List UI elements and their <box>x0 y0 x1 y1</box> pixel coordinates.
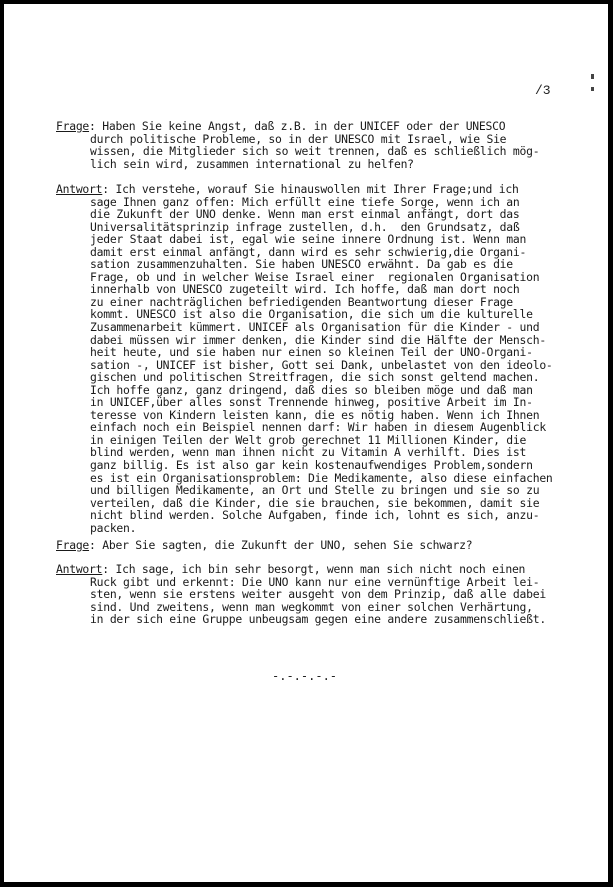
text-line: einfach noch ein Beispiel nennen darf: Wir haben in diesem Augenblick <box>90 420 546 435</box>
text-line <box>56 183 596 196</box>
text-line: sation zusammenzuhalten. Sie haben UNESCO erwähnt. Da gab es die <box>90 257 513 272</box>
text-line: sind. Und zweitens, wenn man wegkommt von einer solchen Verhärtung, <box>90 599 533 614</box>
text-line: jeder Staat dabei ist, egal wie seine innere Ordnung ist. Wenn man <box>90 232 527 247</box>
line-text: : Ich verstehe, worauf Sie hinauswollen mit Ihrer Frage;und ich <box>102 182 519 196</box>
line-text: : Ich sage, ich bin sehr besorgt, wenn man sich nicht noch einen <box>102 562 526 576</box>
text-line: in UNICEF,über alles sonst Trennende hinweg, positive Arbeit im In- <box>90 395 533 410</box>
text-line: heit heute, und sie haben nur einen so kleinen Teil der UNO-Organi- <box>90 345 533 360</box>
text-line: in einigen Teilen der Welt grob gerechnet 11 Millionen Kinder, die <box>90 432 527 447</box>
text-line: dabei müssen wir immer denken, die Kinder sind die Hälfte der Mensch- <box>90 332 546 347</box>
question-block-1 <box>56 120 596 170</box>
text-line: Universalitätsprinzip infrage zustellen, d.h. den Grundsatz, daß <box>90 219 520 234</box>
margin-marks <box>591 74 601 102</box>
speaker-label: Frage <box>56 119 90 133</box>
text-line: Ruck gibt und erkennt: Die UNO kann nur eine vernünftige Arbeit lei- <box>90 574 540 589</box>
text-line <box>56 120 596 133</box>
text-line: damit erst einmal anfängt, dann wird es sehr schwierig,die Organi- <box>90 244 527 259</box>
text-line: blind werden, wenn man ihnen nicht zu Vitamin A verhilft. Dies ist <box>90 445 527 460</box>
text-line: und billigen Medikamente, an Ort und Stelle zu bringen und sie so zu <box>90 483 540 498</box>
text-line: packen. <box>90 520 137 535</box>
document-page <box>4 4 608 882</box>
text-line: wissen, die Mitglieder sich so weit trennen, daß es schließlich mög- <box>90 144 540 159</box>
text-line: kommt. UNESCO ist also die Organisation, die sich um die kulturelle <box>90 307 533 322</box>
speaker-label: Antwort <box>56 562 103 576</box>
text-line: sation -, UNICEF ist bisher, Gott sei Dank, unbelastet von den ideolo- <box>90 357 553 372</box>
text-line: gischen und politischen Streitfragen, die sich sonst geltend machen. <box>90 370 540 385</box>
text-line: es ist ein Organisationsproblem: Die Medikamente, also diese einfachen <box>90 470 553 485</box>
text-line: Zusammenarbeit kümmert. UNICEF als Organisation für die Kinder - und <box>90 320 540 335</box>
page-number: /3 <box>535 83 551 98</box>
text-line: Ich hoffe ganz, ganz dringend, daß dies so bleiben möge und daß man <box>90 382 533 397</box>
speaker-label: Frage <box>56 538 90 552</box>
text-line: ganz billig. Es ist also gar kein kostenaufwendiges Problem,sondern <box>90 458 533 473</box>
line-text: : Haben Sie keine Angst, daß z.B. in der UNICEF oder der UNESCO <box>89 119 506 133</box>
text-line: die Zukunft der UNO denke. Wenn man erst einmal anfängt, dort das <box>90 207 520 222</box>
text-line: innerhalb von UNESCO zugeteilt wird. Ich hoffe, daß man dort noch <box>90 282 520 297</box>
text-line: teresse von Kindern leisten kann, die es nötig haben. Wenn ich Ihnen <box>90 407 540 422</box>
text-line: zu einer nachträglichen befriedigenden Beantwortung dieser Frage <box>90 294 513 309</box>
text-line: verteilen, daß die Kinder, die sie brauchen, sie bekommen, damit sie <box>90 495 540 510</box>
text-line: in der sich eine Gruppe unbeugsam gegen eine andere zusammenschließt. <box>90 612 546 627</box>
text-line <box>56 539 596 552</box>
text-line: nicht blind werden. Solche Aufgaben, finde ich, lohnt es sich, anzu- <box>90 508 540 523</box>
text-line: Frage, ob und in welcher Weise Israel einer regionalen Organisation <box>90 269 540 284</box>
text-line: lich sein wird, zusammen international zu helfen? <box>90 156 414 171</box>
speaker-label: Antwort <box>56 182 103 196</box>
answer-block-2 <box>56 563 596 626</box>
line-text: : Aber Sie sagten, die Zukunft der UNO, sehen Sie schwarz? <box>89 538 473 552</box>
answer-block-1 <box>56 183 596 534</box>
end-separator: -.-.-.-.- <box>272 669 338 683</box>
text-line: sten, wenn sie erstens weiter ausgeht von dem Prinzip, daß alle dabei <box>90 587 546 602</box>
text-line: sage Ihnen ganz offen: Mich erfüllt eine tiefe Sorge, wenn ich an <box>90 194 520 209</box>
question-block-2 <box>56 539 596 552</box>
text-line: durch politische Probleme, so in der UNESCO mit Israel, wie Sie <box>90 131 507 146</box>
text-line <box>56 563 596 576</box>
